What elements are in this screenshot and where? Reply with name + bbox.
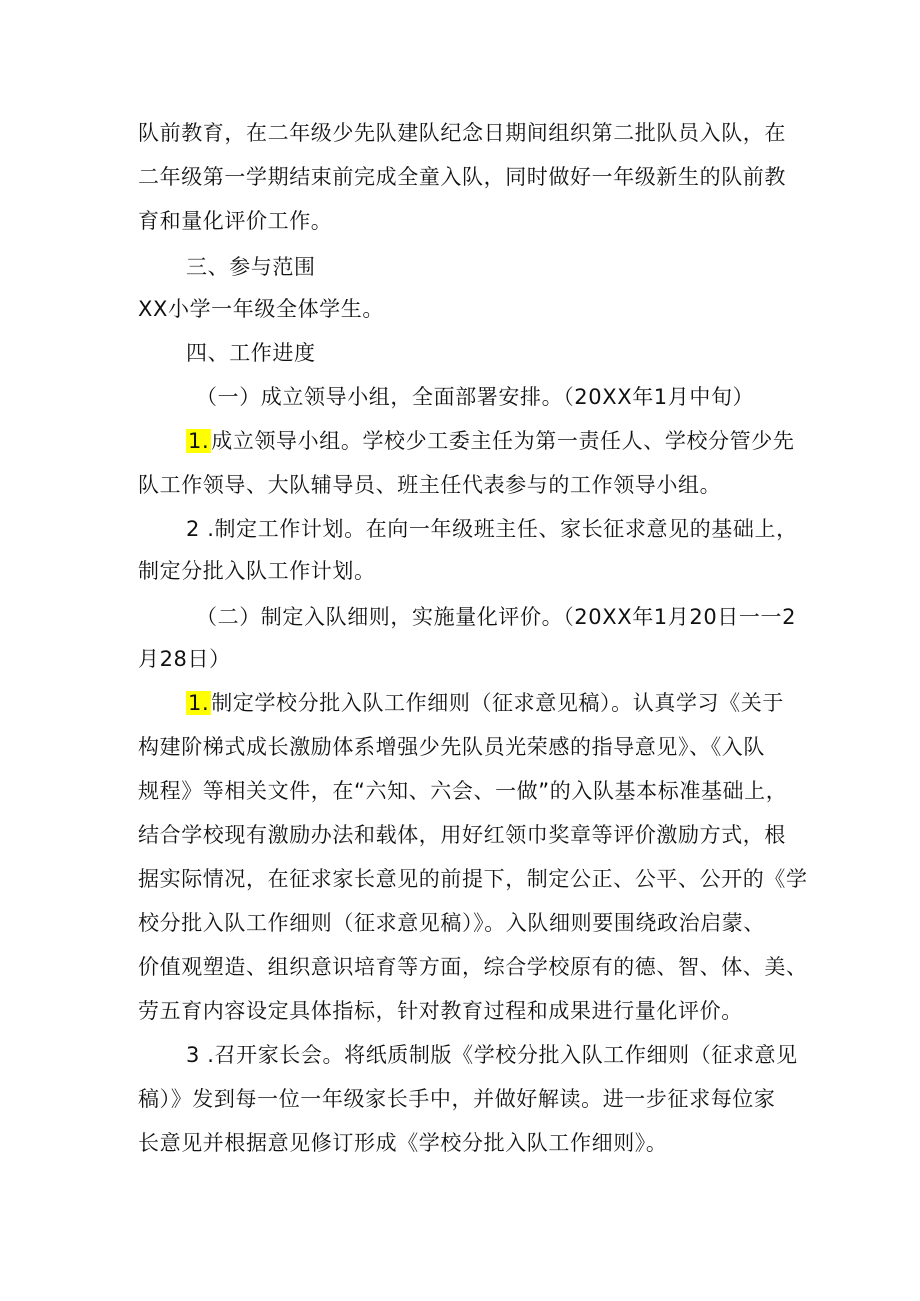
paragraph-line: 规程》等相关文件，在“六知、六会、一做”的入队基本标准基础上，	[138, 779, 788, 803]
highlighted-number: 1.	[188, 429, 210, 453]
item-text: 制定学校分批入队工作细则（征求意见稿）。认真学习《关于	[211, 691, 784, 715]
paragraph-line: XX小学一年级全体学生。	[138, 297, 384, 321]
numbered-item-line	[186, 688, 784, 718]
paragraph-line: 二年级第一学期结束前完成全童入队，同时做好一年级新生的队前教	[138, 165, 786, 189]
paragraph-line: 稿）》发到每一位一年级家长手中，并做好解读。进一步征求每位家	[138, 1087, 776, 1111]
section-heading: 四、工作进度	[186, 341, 316, 365]
numbered-item-line	[186, 426, 794, 456]
paragraph-line: 构建阶梯式成长激励体系增强少先队员光荣感的指导意见》、《入队	[138, 735, 765, 759]
highlighted-number: 1.	[188, 691, 210, 715]
paragraph-line: 校分批入队工作细则（征求意见稿）》。入队细则要围绕政治启蒙、	[138, 911, 765, 935]
paragraph-line: 据实际情况，在征求家长意见的前提下，制定公正、公平、公开的《学	[138, 867, 808, 891]
subsection-heading: （一）成立领导小组，全面部署安排。（20XX年1月中旬）	[196, 385, 755, 409]
subsection-heading: （二）制定入队细则，实施量化评价。（20XX年1月20日一一2	[196, 605, 797, 629]
paragraph-line: 制定分批入队工作计划。	[138, 559, 376, 583]
numbered-item-line: 3 .召开家长会。将纸质制版《学校分批入队工作细则（征求意见	[186, 1043, 798, 1067]
paragraph-line: 队前教育，在二年级少先队建队纪念日期间组织第二批队员入队，在	[138, 121, 786, 145]
paragraph-line: 育和量化评价工作。	[138, 209, 333, 233]
paragraph-line: 劳五育内容设定具体指标，针对教育过程和成果进行量化评价。	[138, 999, 743, 1023]
item-text: 成立领导小组。学校少工委主任为第一责任人、学校分管少先	[211, 429, 795, 453]
paragraph-line: 长意见并根据意见修订形成《学校分批入队工作细则》。	[138, 1131, 668, 1155]
paragraph-line: 结合学校现有激励办法和载体，用好红领巾奖章等评价激励方式，根	[138, 823, 786, 847]
numbered-item-line: 2 .制定工作计划。在向一年级班主任、家长征求意见的基础上，	[186, 517, 798, 541]
section-heading: 三、参与范围	[186, 255, 316, 279]
paragraph-line: 月28日）	[138, 647, 231, 671]
paragraph-line: 价值观塑造、组织意识培育等方面，综合学校原有的德、智、体、美、	[138, 955, 808, 979]
paragraph-line: 队工作领导、大队辅导员、班主任代表参与的工作领导小组。	[138, 473, 722, 497]
